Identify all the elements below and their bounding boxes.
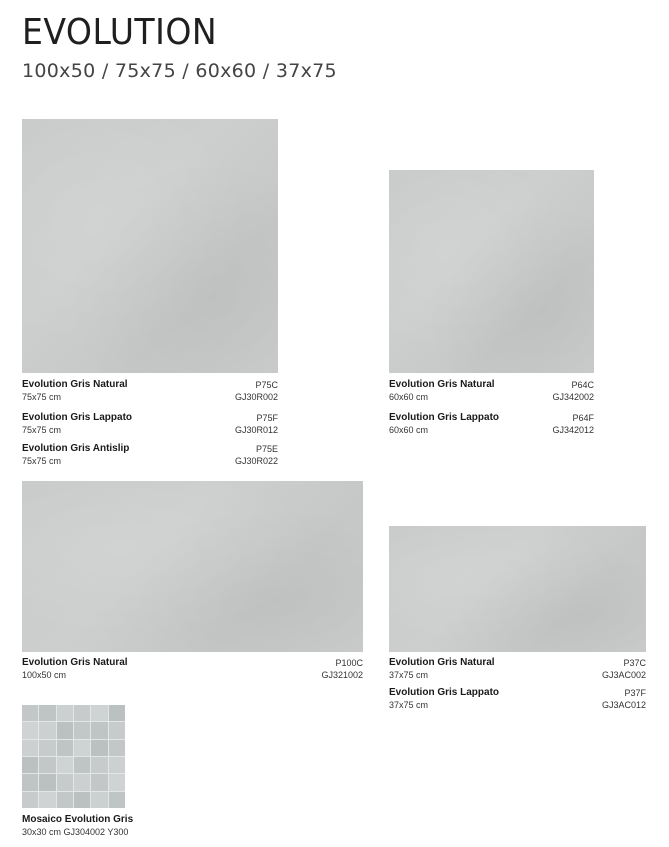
mosaic-chip: [74, 774, 90, 790]
mosaic-chip: [57, 740, 73, 756]
mosaic-chip: [91, 722, 107, 738]
mosaic-chip: [39, 757, 55, 773]
product-codes: [321, 657, 363, 681]
product-codes: [552, 412, 594, 436]
mosaic-chip: [22, 722, 38, 738]
product-size: 100x50 cm: [22, 670, 67, 680]
mosaic-chip: [22, 705, 38, 721]
mosaic-details: 30x30 cm GJ304002 Y300: [22, 827, 129, 837]
product-code: P64F: [572, 413, 594, 423]
product-ref: GJ321002: [321, 670, 363, 680]
mosaic-chip: [39, 705, 55, 721]
mosaic-chip: [57, 774, 73, 790]
mosaic-chip: [91, 757, 107, 773]
mosaic-chip: [109, 722, 125, 738]
mosaic-chip: [39, 740, 55, 756]
product-ref: GJ30R002: [234, 392, 278, 402]
formats-subtitle: 100x50 / 75x75 / 60x60 / 37x75: [22, 60, 337, 82]
product-name: Evolution Gris Lappato: [389, 687, 500, 698]
mosaic-name: Mosaico Evolution Gris: [22, 814, 134, 825]
product-ref: GJ30R012: [234, 425, 278, 435]
product-name: Evolution Gris Natural: [389, 657, 495, 668]
product-name: Evolution Gris Lappato: [22, 412, 133, 423]
mosaic-chip: [109, 705, 125, 721]
tile-image-37x75: [389, 526, 646, 652]
product-size: 75x75 cm: [22, 425, 62, 435]
product-codes: [235, 379, 278, 403]
product-name: Evolution Gris Natural: [22, 657, 128, 668]
mosaic-chip: [109, 792, 125, 808]
mosaic-chip: [57, 722, 73, 738]
product-codes: [602, 687, 646, 711]
mosaic-info: [22, 814, 222, 838]
mosaic-chip: [57, 792, 73, 808]
product-size: 60x60 cm: [389, 392, 429, 402]
product-info: [22, 657, 363, 681]
product-info: [389, 657, 646, 681]
product-ref: GJ342002: [552, 392, 594, 402]
mosaic-chip: [22, 740, 38, 756]
product-code: P64C: [571, 380, 594, 390]
mosaic-chip: [39, 774, 55, 790]
mosaic-chip: [109, 774, 125, 790]
mosaic-chip: [74, 740, 90, 756]
product-codes: [235, 412, 278, 436]
product-name: Evolution Gris Lappato: [389, 412, 500, 423]
mosaic-chip: [74, 722, 90, 738]
product-ref: GJ342012: [552, 425, 594, 435]
product-code: P37C: [623, 658, 646, 668]
mosaic-chip: [109, 740, 125, 756]
mosaic-chip: [22, 792, 38, 808]
product-size: 75x75 cm: [22, 392, 62, 402]
product-codes: [235, 443, 278, 467]
product-name: Evolution Gris Natural: [389, 379, 495, 390]
product-size: 37x75 cm: [389, 670, 429, 680]
mosaic-chip: [57, 757, 73, 773]
product-code: P100C: [335, 658, 363, 668]
product-name: Evolution Gris Antislip: [22, 443, 130, 454]
product-ref: GJ3AC012: [601, 700, 646, 710]
mosaic-chip: [39, 792, 55, 808]
mosaic-chip: [22, 757, 38, 773]
product-name: Evolution Gris Natural: [22, 379, 128, 390]
product-codes: [552, 379, 594, 403]
product-size: 75x75 cm: [22, 456, 62, 466]
product-info: [22, 443, 278, 467]
product-info: [22, 412, 278, 436]
mosaic-chip: [22, 774, 38, 790]
product-ref: GJ30R022: [234, 456, 278, 466]
mosaic-chip: [57, 705, 73, 721]
mosaic-chip: [91, 774, 107, 790]
mosaic-chip: [39, 722, 55, 738]
product-info: [389, 687, 646, 711]
mosaic-chip: [109, 757, 125, 773]
tile-image-100x50: [22, 481, 363, 652]
product-size: 37x75 cm: [389, 700, 429, 710]
mosaic-chip: [91, 705, 107, 721]
product-info: [22, 379, 278, 403]
mosaic-chip: [91, 740, 107, 756]
mosaic-chip: [74, 757, 90, 773]
product-codes: [602, 657, 646, 681]
product-code: P37F: [624, 688, 646, 698]
product-size: 60x60 cm: [389, 425, 429, 435]
mosaic-chip: [74, 792, 90, 808]
mosaic-chip: [74, 705, 90, 721]
product-ref: GJ3AC002: [601, 670, 646, 680]
product-code: P75F: [256, 413, 278, 423]
product-info: [389, 412, 594, 436]
product-info: [389, 379, 594, 403]
mosaic-chip: [91, 792, 107, 808]
page-title: EVOLUTION: [22, 12, 218, 53]
mosaic-image: [22, 705, 125, 808]
product-code: P75C: [255, 380, 278, 390]
product-code: P75E: [255, 444, 278, 454]
tile-image-60x60: [389, 170, 594, 373]
tile-image-75x75: [22, 119, 278, 373]
